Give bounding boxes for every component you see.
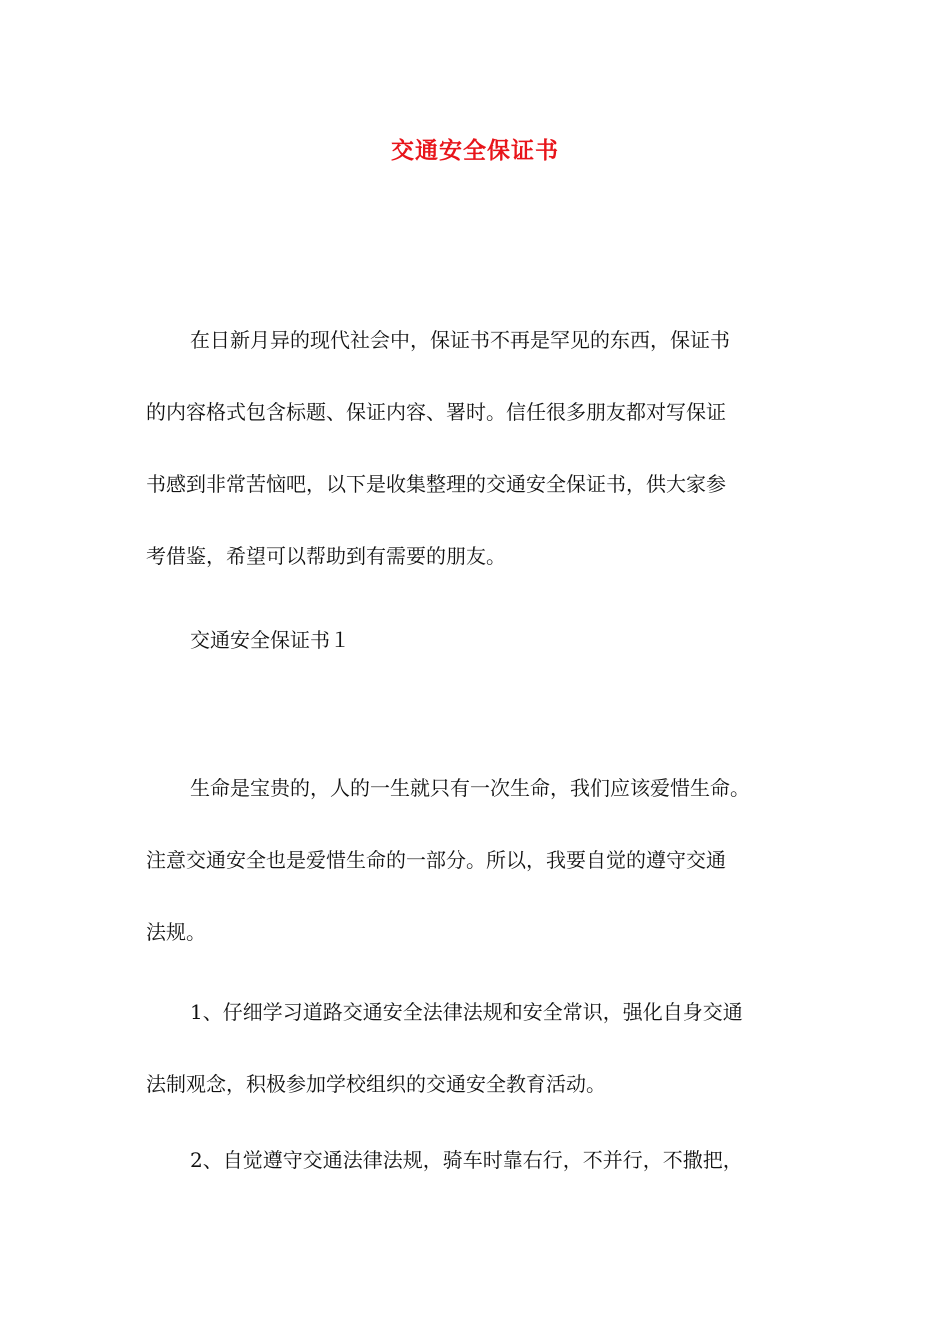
paragraph-line: 法规。 (146, 920, 206, 944)
paragraph-line: 1、仔细学习道路交通安全法律法规和安全常识，强化自身交通 (190, 1000, 743, 1024)
paragraph-line: 注意交通安全也是爱惜生命的一部分。所以，我要自觉的遵守交通 (146, 848, 726, 872)
paragraph-line: 考借鉴，希望可以帮助到有需要的朋友。 (146, 544, 506, 568)
intro-paragraph (146, 304, 808, 592)
paragraph-line: 法制观念，积极参加学校组织的交通安全教育活动。 (146, 1072, 606, 1096)
list-item-1 (146, 976, 808, 1120)
paragraph-line: 在日新月异的现代社会中，保证书不再是罕见的东西，保证书 (190, 328, 730, 352)
body-paragraph (146, 752, 808, 968)
document-title: 交通安全保证书 (391, 137, 559, 164)
list-item-2 (146, 1124, 808, 1196)
paragraph-line: 的内容格式包含标题、保证内容、署时。信任很多朋友都对写保证 (146, 400, 726, 424)
paragraph-line: 2、自觉遵守交通法律法规，骑车时靠右行，不并行，不撒把， (190, 1148, 743, 1172)
section-heading (146, 604, 808, 676)
paragraph-line: 生命是宝贵的，人的一生就只有一次生命，我们应该爱惜生命。 (190, 776, 750, 800)
section-heading-text: 交通安全保证书１ (190, 628, 350, 652)
paragraph-line: 书感到非常苦恼吧，以下是收集整理的交通安全保证书，供大家参 (146, 472, 726, 496)
